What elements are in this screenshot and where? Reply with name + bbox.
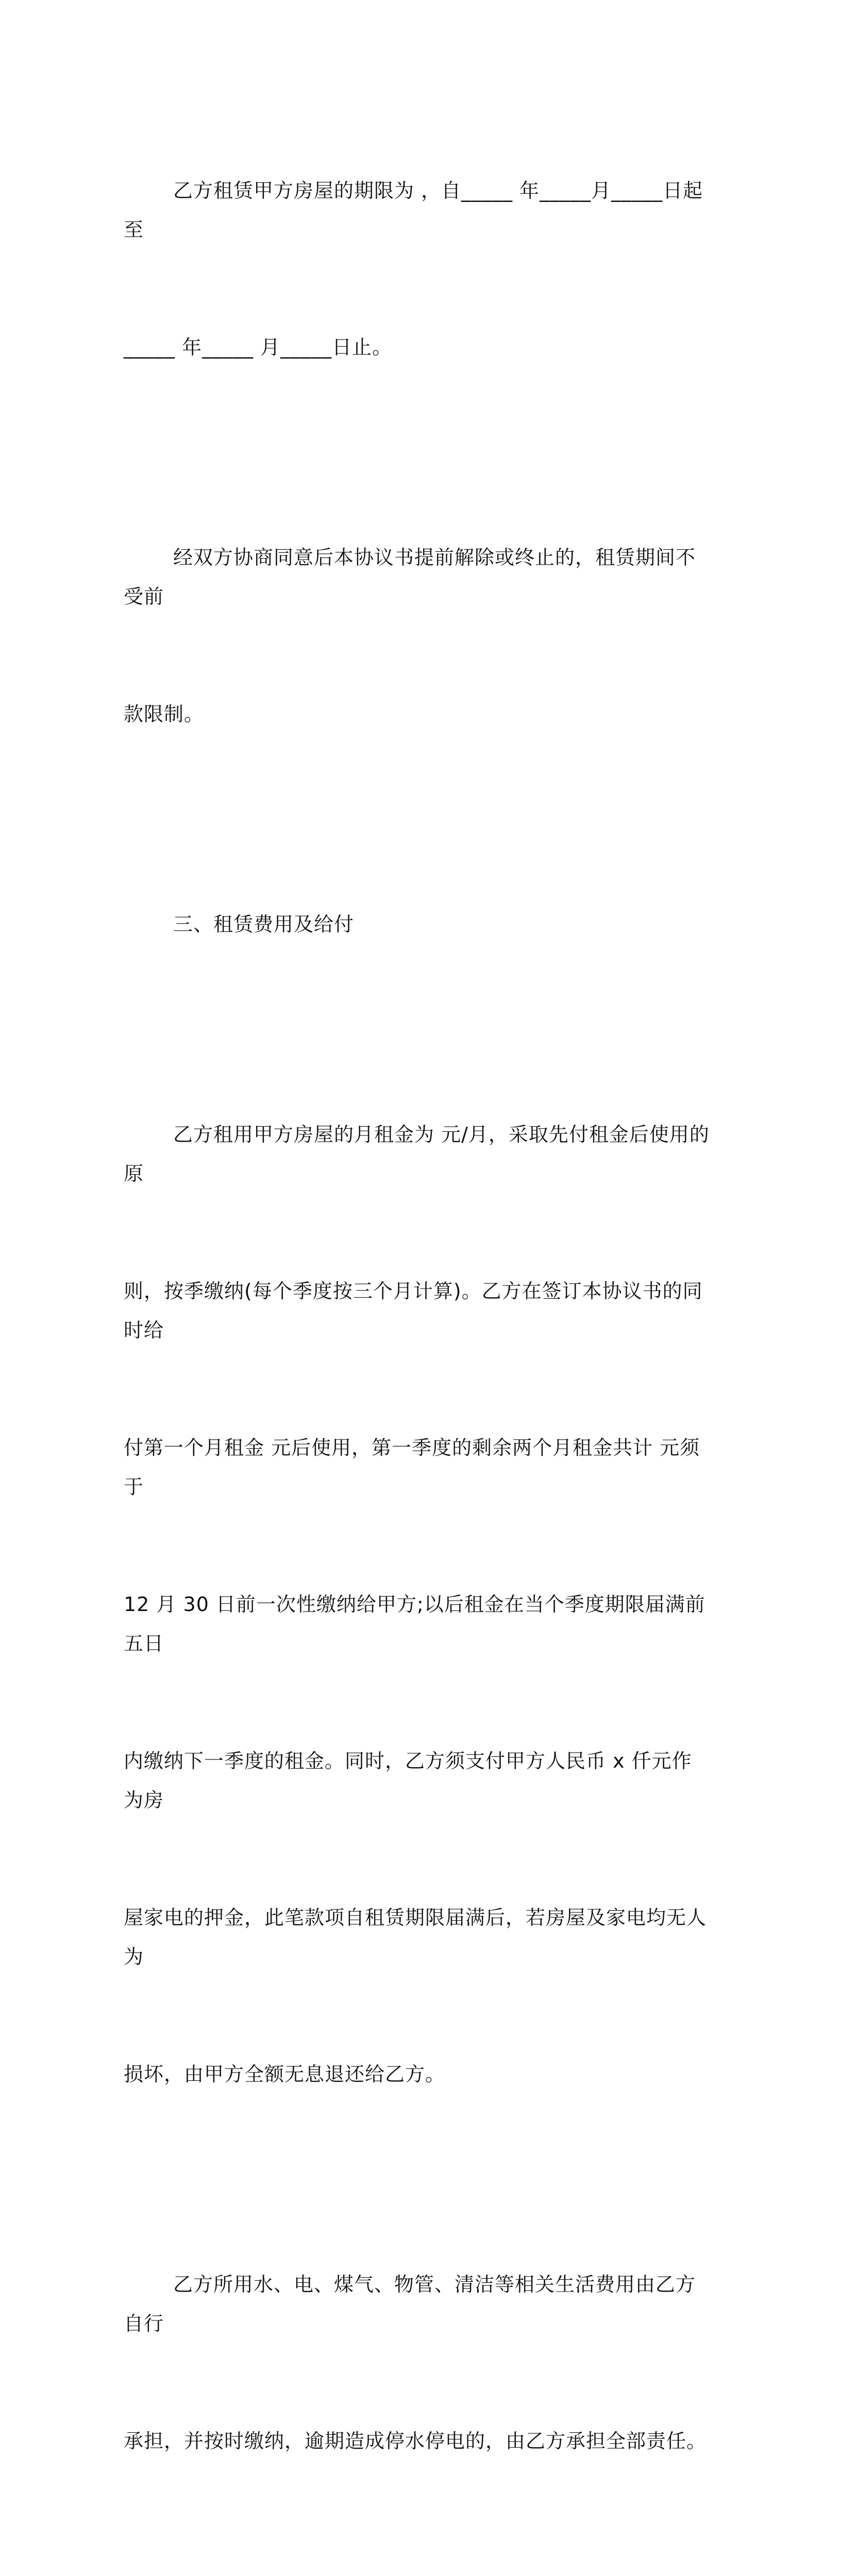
text-line: _____ 年_____ 月_____日止。 [124, 336, 393, 359]
text-line: 内缴纳下一季度的租金。同时，乙方须支付甲方人民币 x 仟元作为房 [124, 1750, 692, 1811]
text-line: 屋家电的押金，此笔款项自租赁期限届满后，若房屋及家电均无人为 [124, 1906, 707, 1968]
text-line: 12 月 30 日前一次性缴纳给甲方;以后租金在当个季度期限届满前五日 [124, 1593, 705, 1655]
text-line: 乙方所用水、电、煤气、物管、清洁等相关生活费用由乙方自行 [124, 2273, 696, 2335]
lease-term-paragraph [124, 93, 711, 445]
heading-text: 三、租赁费用及给付 [173, 913, 355, 936]
text-line: 经双方协商同意后本协议书提前解除或终止的，租赁期间不受前 [124, 546, 696, 608]
early-termination-paragraph [124, 460, 711, 812]
text-line: 乙方租用甲方房屋的月租金为 元/月，采取先付租金后使用的原 [124, 1123, 710, 1185]
text-line: 承担，并按时缴纳，逾期造成停水停电的，由乙方承担全部责任。 [124, 2430, 707, 2452]
utilities-paragraph [124, 2187, 711, 2539]
text-line: 则，按季缴纳(每个季度按三个月计算)。乙方在签订本协议书的同时给 [124, 1280, 703, 1342]
rent-payment-paragraph [124, 1037, 711, 2172]
text-line: 付第一个月租金 元后使用，第一季度的剩余两个月租金共计 元须于 [124, 1436, 700, 1498]
document-page [124, 93, 711, 2576]
text-line: 乙方租赁甲方房屋的期限为 ，自_____ 年_____月_____日起至 [124, 179, 703, 241]
text-line: 损坏，由甲方全额无息退还给乙方。 [124, 2063, 446, 2086]
section-heading-party-a-rights [124, 2553, 711, 2576]
section-heading-rent-payment [124, 826, 711, 1022]
text-line: 款限制。 [124, 703, 205, 725]
